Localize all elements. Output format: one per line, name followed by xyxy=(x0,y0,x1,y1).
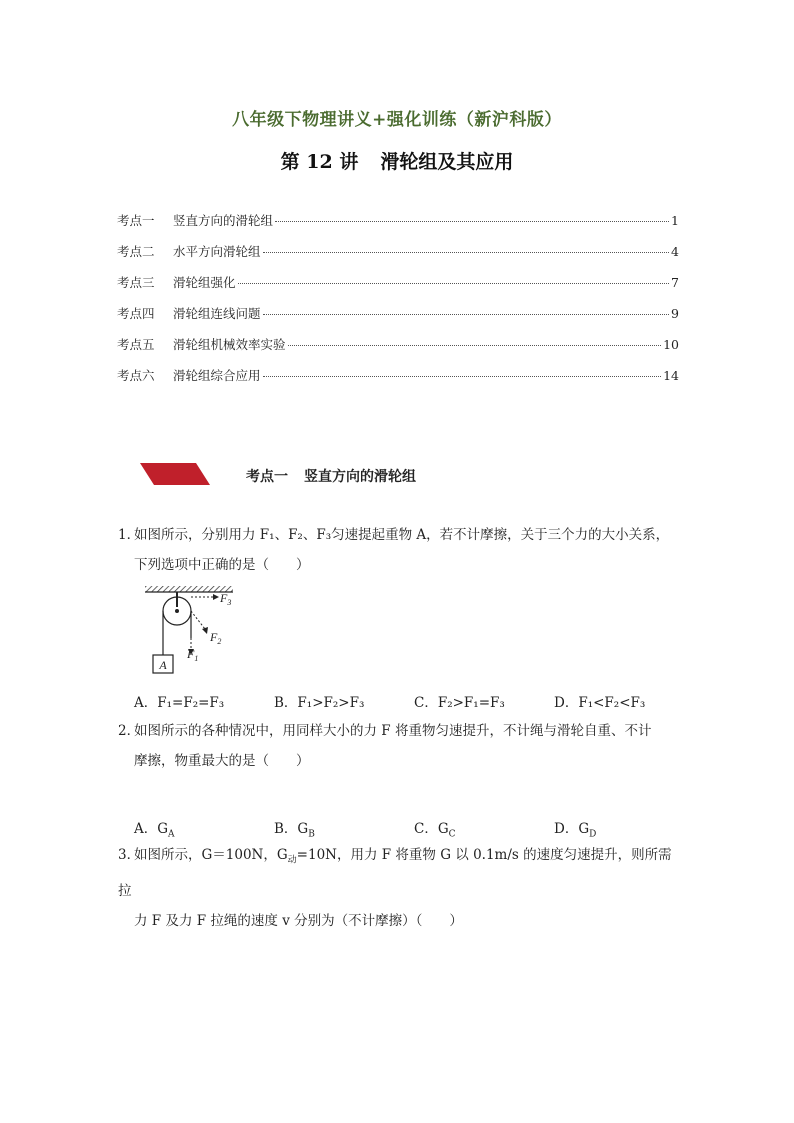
toc-leader-dots xyxy=(263,314,670,315)
section-banner xyxy=(140,461,560,487)
question-number: 3． xyxy=(118,847,141,863)
f3-label: $F_3$ xyxy=(220,591,232,607)
option-c[interactable]: C．$G_C$ xyxy=(414,821,456,840)
f3-arrow-head xyxy=(213,594,219,600)
toc-item-number: 考点四 xyxy=(117,306,155,321)
section-banner-parallelogram xyxy=(140,463,210,485)
table-of-contents xyxy=(117,211,679,397)
toc-item[interactable] xyxy=(117,211,679,242)
toc-item-label: 滑轮组强化 xyxy=(173,275,236,290)
pulley-diagram xyxy=(143,583,253,678)
question-number: 2． xyxy=(118,723,141,739)
weight-block-label: A xyxy=(159,658,167,672)
toc-item[interactable] xyxy=(117,273,679,304)
toc-item-page: 14 xyxy=(663,368,679,383)
toc-leader-dots xyxy=(263,252,670,253)
option-a[interactable]: A．F₁=F₂=F₃ xyxy=(134,695,225,711)
question-text: 如图所示，G＝100N，$G_动=10N$，用力 F 将重物 G 以 0.1m/s 的速度匀速提升，则所需拉 xyxy=(118,847,672,899)
option-a[interactable]: A．$G_A$ xyxy=(134,821,175,840)
toc-leader-dots xyxy=(275,221,669,222)
toc-item-label: 滑轮组机械效率实验 xyxy=(173,337,286,352)
section-number: 考点一 xyxy=(246,469,288,485)
pulley-axle xyxy=(175,609,179,613)
question-2 xyxy=(118,716,684,776)
question-number: 1． xyxy=(118,527,141,543)
toc-item-number: 考点三 xyxy=(117,275,155,290)
toc-item-label: 滑轮组综合应用 xyxy=(173,368,261,383)
toc-item-number: 考点二 xyxy=(117,244,155,259)
toc-item-page: 10 xyxy=(663,337,679,352)
option-c[interactable]: C．F₂>F₁=F₃ xyxy=(414,695,505,711)
toc-item-number: 考点六 xyxy=(117,368,155,383)
question-text-continued: 下列选项中正确的是（ ） xyxy=(134,557,310,573)
toc-item-label: 水平方向滑轮组 xyxy=(173,244,261,259)
question-2-options xyxy=(134,817,694,840)
option-b[interactable]: B．F₁>F₂>F₃ xyxy=(274,695,365,711)
toc-item-page: 4 xyxy=(671,244,679,259)
toc-item[interactable] xyxy=(117,366,679,397)
f2-arrow-line xyxy=(191,611,205,629)
question-text: 如图所示的各种情况中，用同样大小的力 F 将重物匀速提升，不计绳与滑轮自重、不计 xyxy=(134,723,652,739)
lecture-topic: 滑轮组及其应用 xyxy=(380,151,514,173)
toc-item-number: 考点一 xyxy=(117,213,155,228)
section-title xyxy=(246,466,416,486)
toc-leader-dots xyxy=(263,376,662,377)
toc-item-page: 1 xyxy=(671,213,679,228)
question-text-continued: 力 F 及力 F 拉绳的速度 v 分别为（不计摩擦）（ ） xyxy=(134,912,463,929)
toc-item-number: 考点五 xyxy=(117,337,155,352)
lecture-number: 第 12 讲 xyxy=(280,151,359,173)
question-text: 如图所示，分别用力 F₁、F₂、F₃匀速提起重物 A，若不计摩擦，关于三个力的大小关系， xyxy=(134,527,670,543)
option-d[interactable]: D．F₁<F₂<F₃ xyxy=(554,695,646,711)
toc-item[interactable] xyxy=(117,242,679,273)
f2-label: $F_2$ xyxy=(210,630,222,646)
toc-item[interactable] xyxy=(117,304,679,335)
question-text-continued: 摩擦，物重最大的是（ ） xyxy=(134,753,310,769)
question-1 xyxy=(118,520,684,580)
toc-item-label: 滑轮组连线问题 xyxy=(173,306,261,321)
question-1-options xyxy=(134,691,694,711)
toc-item-page: 7 xyxy=(671,275,679,290)
toc-leader-dots xyxy=(238,283,670,284)
toc-item[interactable] xyxy=(117,335,679,366)
f2-arrow-head xyxy=(202,627,208,634)
f1-label: $F_1$ xyxy=(187,647,199,663)
section-name: 竖直方向的滑轮组 xyxy=(304,469,416,485)
option-d[interactable]: D．$G_D$ xyxy=(554,821,597,840)
toc-item-page: 9 xyxy=(671,306,679,321)
option-b[interactable]: B．$G_B$ xyxy=(274,821,315,840)
series-title: 八年级下物理讲义+强化训练（新沪科版） xyxy=(232,110,562,130)
toc-leader-dots xyxy=(288,345,662,346)
lecture-title xyxy=(0,147,794,174)
question-3 xyxy=(118,840,684,936)
toc-item-label: 竖直方向的滑轮组 xyxy=(173,213,274,228)
